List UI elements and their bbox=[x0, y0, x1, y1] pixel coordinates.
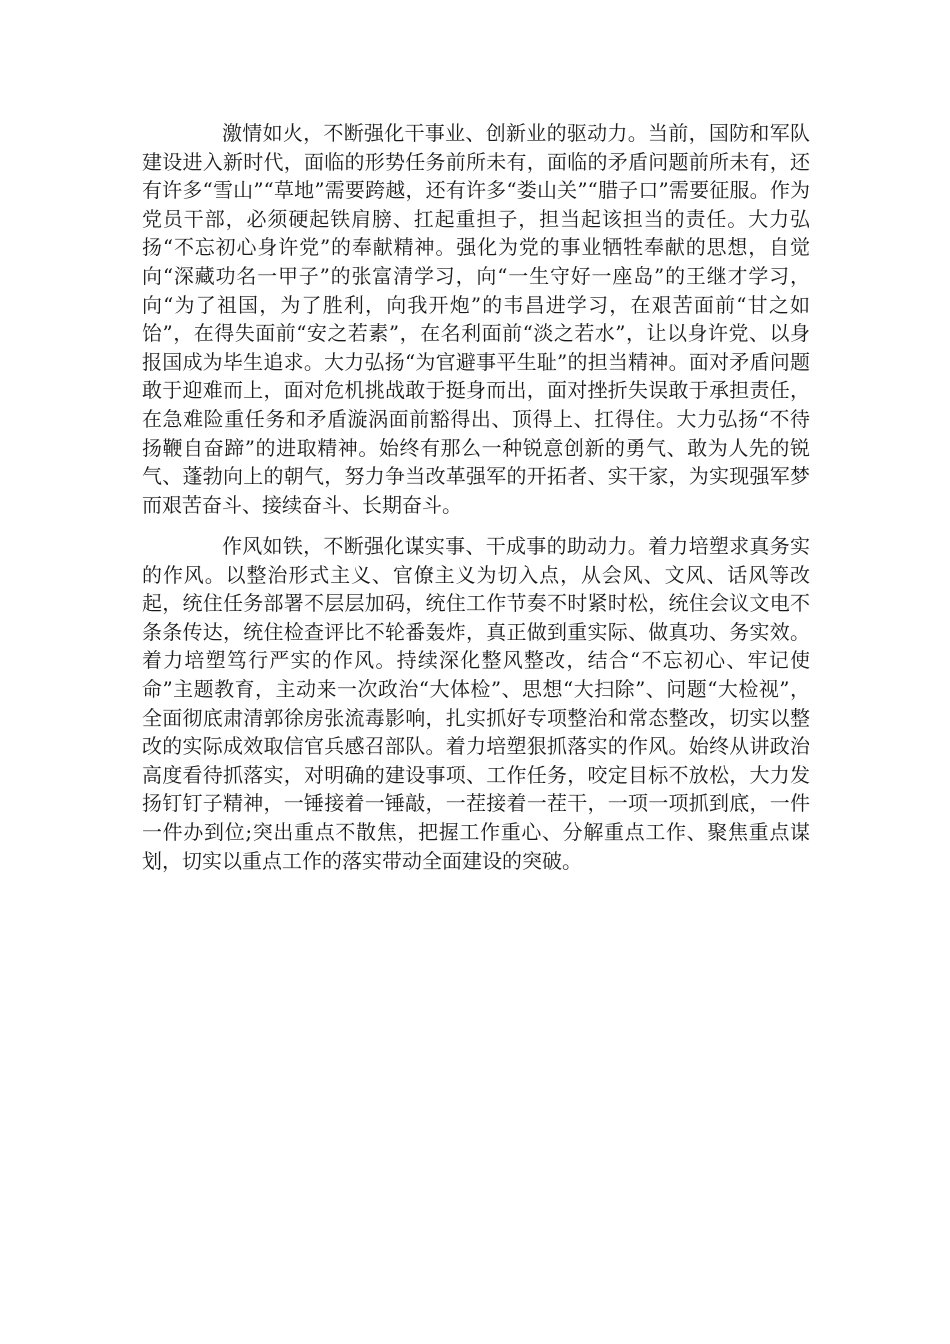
paragraph-passion: 激情如火，不断强化干事业、创新业的驱动力。当前，国防和军队建设进入新时代，面临的形势任务前所未有，面临的矛盾问题前所未有，还有许多“雪山”“草地”需要跨越，还有许多“娄山关”“腊子口”需要征服。作为党员干部，必须硬起铁肩膀、扛起重担子，担当起该担当的责任。大力弘扬“不忘初心身许党”的奉献精神。强化为党的事业牺牲奉献的思想，自觉向“深藏功名一甲子”的张富清学习，向“一生守好一座岛”的王继才学习，向“为了祖国，为了胜利，向我开炮”的韦昌进学习，在艰苦面前“甘之如饴”，在得失面前“安之若素”，在名利面前“淡之若水”，让以身许党、以身报国成为毕生追求。大力弘扬“为官避事平生耻”的担当精神。面对矛盾问题敢于迎难而上，面对危机挑战敢于挺身而出，面对挫折失误敢于承担责任，在急难险重任务和矛盾漩涡面前豁得出、顶得上、扛得住。大力弘扬“不待扬鞭自奋蹄”的进取精神。始终有那么一种锐意创新的勇气、敢为人先的锐气、蓬勃向上的朝气，努力争当改革强军的开拓者、实干家，为实现强军梦而艰苦奋斗、接续奋斗、长期奋斗。 bbox=[142, 121, 810, 517]
paragraph-work-style: 作风如铁，不断强化谋实事、干成事的助动力。着力培塑求真务实的作风。以整治形式主义、官僚主义为切入点，从会风、文风、话风等改起，统住任务部署不层层加码，统住工作节奏不时紧时松，统住会议文电不条条传达，统住检查评比不轮番轰炸，真正做到重实际、做真功、务实效。着力培塑笃行严实的作风。持续深化整风整改，结合“不忘初心、牢记使命”主题教育，主动来一次政治“大体检”、思想“大扫除”、问题“大检视”，全面彻底肃清郭徐房张流毒影响，扎实抓好专项整治和常态整改，切实以整改的实际成效取信官兵感召部队。着力培塑狠抓落实的作风。始终从讲政治高度看待抓落实，对明确的建设事项、工作任务，咬定目标不放松，大力发扬钉钉子精神，一锤接着一锤敲，一茬接着一茬干，一项一项抓到底，一件一件办到位;突出重点不散焦，把握工作重心、分解重点工作、聚焦重点谋划，切实以重点工作的落实带动全面建设的突破。 bbox=[142, 534, 810, 873]
